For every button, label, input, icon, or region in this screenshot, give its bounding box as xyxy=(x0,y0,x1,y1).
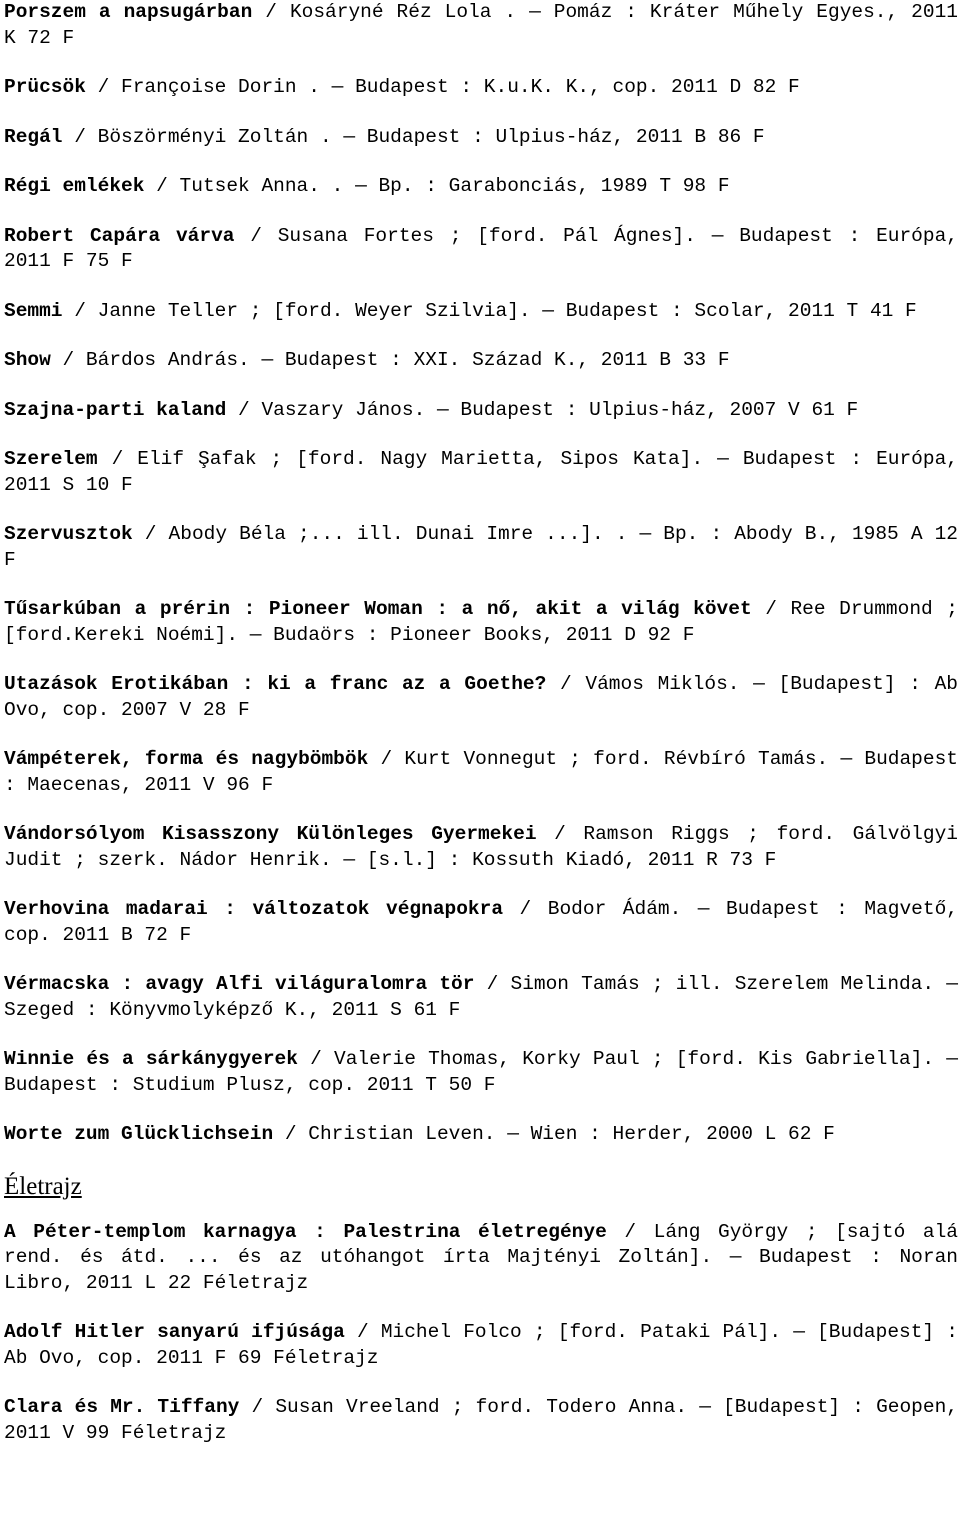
catalog-entry xyxy=(4,1320,958,1371)
entry-title: Vérmacska : avagy Alfi világuralomra tör xyxy=(4,973,475,995)
entry-details: / Bárdos András. — Budapest : XXI. Század K., 2011 B 33 F xyxy=(50,349,730,371)
entry-title: Worte zum Glücklichsein xyxy=(4,1123,274,1145)
entry-title: Winnie és a sárkánygyerek xyxy=(4,1048,298,1070)
entry-details: / Françoise Dorin . — Budapest : K.u.K. K., cop. 2011 D 82 F xyxy=(85,76,800,98)
entry-title: Régi emlékek xyxy=(4,175,145,197)
entry-title: Vámpéterek, forma és nagybömbök xyxy=(4,748,369,770)
entry-details: / Elif Şafak ; [ford. Nagy Marietta, Sipos Kata]. — Budapest : Európa, 2011 S 10 F xyxy=(4,448,958,496)
entry-details: / Michel Folco ; [ford. Pataki Pál]. — [Budapest] : Ab Ovo, cop. 2011 F 69 Féletrajz xyxy=(4,1321,959,1369)
catalog-entry xyxy=(4,597,958,648)
entry-details: / Kosáryné Réz Lola . — Pomáz : Kráter Műhely Egyes., 2011 K 72 F xyxy=(4,1,958,49)
entry-title: Verhovina madarai : változatok végnapokra xyxy=(4,898,504,920)
entry-title: Szerelem xyxy=(4,448,98,470)
entry-details: / Susana Fortes ; [ford. Pál Ágnes]. — Budapest : Európa, 2011 F 75 F xyxy=(4,224,958,272)
entry-title: Clara és Mr. Tiffany xyxy=(4,1396,240,1418)
catalog-entry xyxy=(4,822,958,873)
catalog-page xyxy=(4,0,958,1470)
entry-title: Semmi xyxy=(4,299,63,322)
catalog-entry xyxy=(4,224,958,275)
catalog-entry xyxy=(4,1220,958,1297)
section-heading: Életrajz xyxy=(4,1172,82,1200)
entry-details: / Bodor Ádám. — Budapest : Magvető, cop. 2011 B 72 F xyxy=(4,898,958,946)
entry-title: Prücsök xyxy=(4,76,86,98)
entry-details: / Abody Béla ;... ill. Dunai Imre ...]. . — Bp. : Abody B., 1985 A 12 F xyxy=(4,523,958,571)
entry-list-top xyxy=(4,0,958,1148)
entry-title: Utazások Erotikában : ki a franc az a Goethe? xyxy=(4,673,547,695)
entry-details: / Láng György ; [sajtó alá rend. és átd. ... és az utóhangot írta Majtényi Zoltán]. — Budapest : Noran Libro, 2011 L 22 Féletrajz xyxy=(4,1220,958,1294)
catalog-entry xyxy=(4,447,958,498)
catalog-entry xyxy=(4,0,958,51)
entry-details: / Valerie Thomas, Korky Paul ; [ford. Kis Gabriella]. — Budapest : Studium Plusz, cop. 2011 T 50 F xyxy=(4,1048,958,1096)
entry-title: Tűsarkúban a prérin : Pioneer Woman : a nő, akit a világ követ xyxy=(4,598,752,620)
entry-title: A Péter-templom karnagya : Palestrina életregénye xyxy=(4,1220,607,1243)
entry-details: / Tutsek Anna. . — Bp. : Garabonciás, 1989 T 98 F xyxy=(144,175,730,197)
entry-title: Show xyxy=(4,349,51,371)
entry-details: / Ree Drummond ; [ford.Kereki Noémi]. — Budaörs : Pioneer Books, 2011 D 92 F xyxy=(4,598,958,646)
catalog-entry xyxy=(4,1122,958,1148)
catalog-entry xyxy=(4,897,958,948)
entry-details: / Vaszary János. — Budapest : Ulpius-ház, 2007 V 61 F xyxy=(226,398,859,421)
entry-details: / Christian Leven. — Wien : Herder, 2000 L 62 F xyxy=(273,1123,835,1145)
catalog-entry xyxy=(4,1047,958,1098)
catalog-entry xyxy=(4,174,958,200)
catalog-entry xyxy=(4,125,958,151)
entry-title: Regál xyxy=(4,125,63,148)
catalog-entry xyxy=(4,747,958,798)
entry-title: Szajna-parti kaland xyxy=(4,398,227,421)
entry-details: / Simon Tamás ; ill. Szerelem Melinda. — Szeged : Könyvmolyképző K., 2011 S 61 F xyxy=(4,973,959,1021)
entry-title: Porszem a napsugárban xyxy=(4,1,253,23)
catalog-entry xyxy=(4,75,958,101)
entry-details: / Ramson Riggs ; ford. Gálvölgyi Judit ; szerk. Nádor Henrik. — [s.l.] : Kossuth Kiadó, 2011 R 73 F xyxy=(4,823,958,871)
entry-title: Robert Capára várva xyxy=(4,224,235,247)
entry-details: / Kurt Vonnegut ; ford. Révbíró Tamás. — Budapest : Maecenas, 2011 V 96 F xyxy=(4,748,958,796)
entry-details: / Susan Vreeland ; ford. Todero Anna. — [Budapest] : Geopen, 2011 V 99 Féletrajz xyxy=(4,1396,958,1444)
catalog-entry xyxy=(4,348,958,374)
entry-list-bottom xyxy=(4,1220,958,1447)
catalog-entry xyxy=(4,672,958,723)
catalog-entry xyxy=(4,972,958,1023)
entry-details: / Böszörményi Zoltán . — Budapest : Ulpius-ház, 2011 B 86 F xyxy=(62,125,765,148)
catalog-entry xyxy=(4,522,958,573)
catalog-entry xyxy=(4,398,958,424)
entry-details: / Janne Teller ; [ford. Weyer Szilvia]. — Budapest : Scolar, 2011 T 41 F xyxy=(62,299,917,322)
entry-title: Szervusztok xyxy=(4,523,133,545)
catalog-entry xyxy=(4,1395,958,1446)
entry-title: Vándorsólyom Kisasszony Különleges Gyermekei xyxy=(4,823,537,845)
catalog-entry xyxy=(4,299,958,325)
entry-details: / Vámos Miklós. — [Budapest] : Ab Ovo, cop. 2007 V 28 F xyxy=(4,673,958,721)
entry-title: Adolf Hitler sanyarú ifjúsága xyxy=(4,1321,345,1343)
